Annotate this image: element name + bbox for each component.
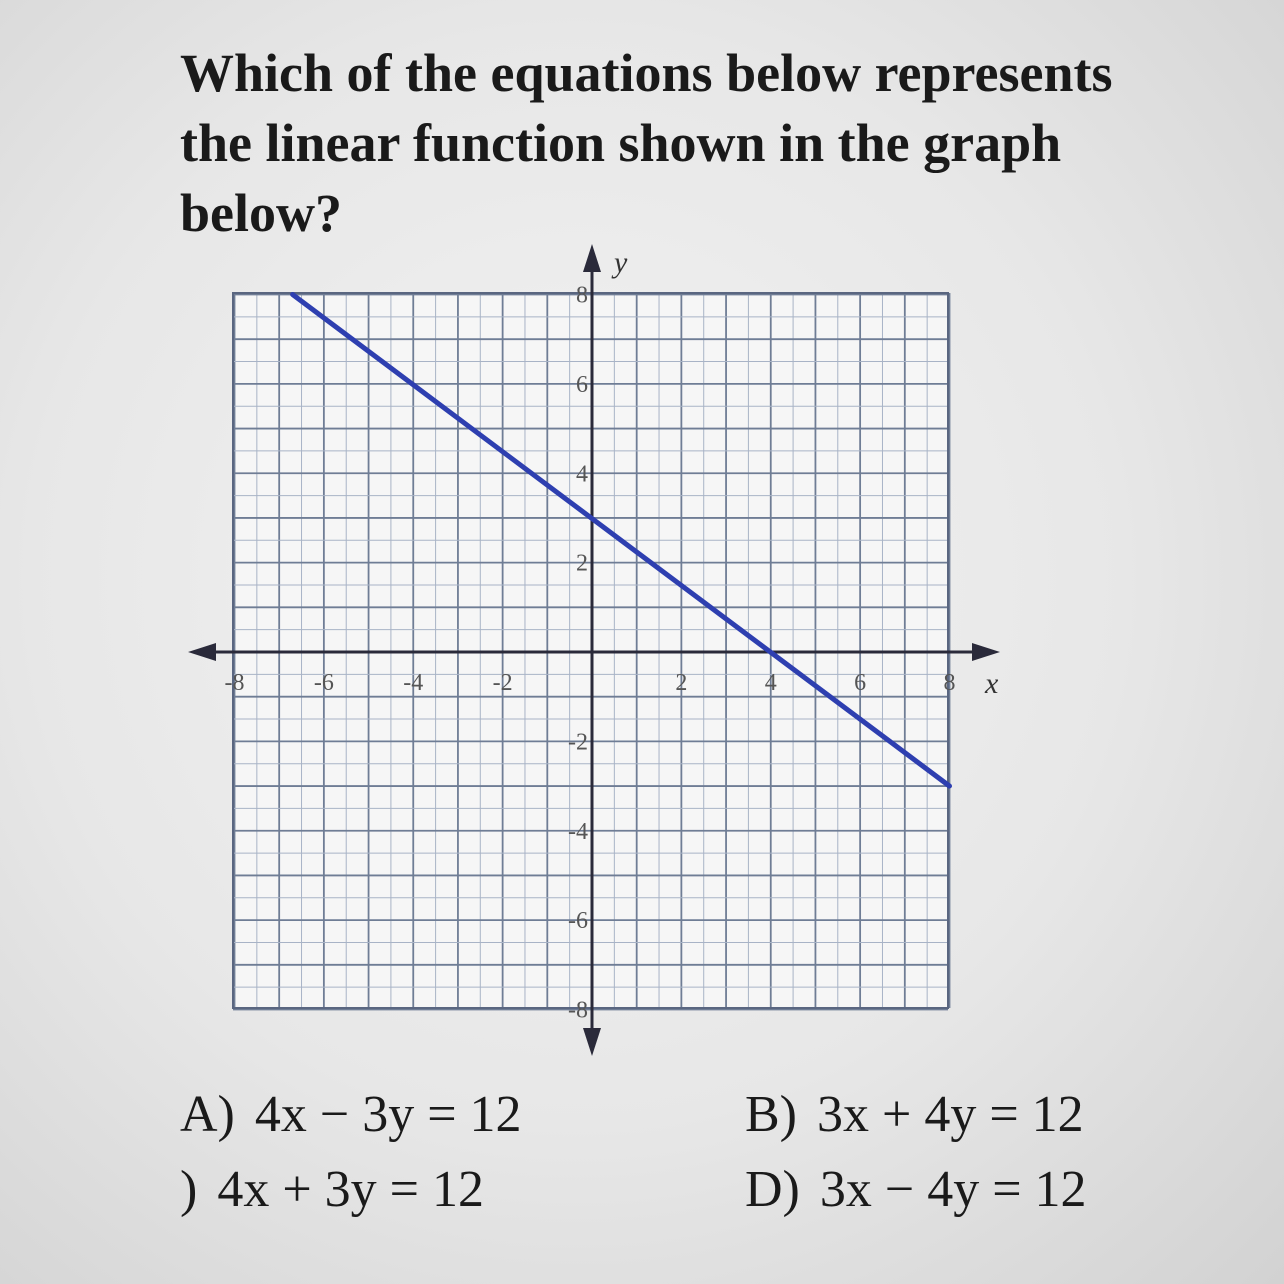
question-line-1: Which of the equations below represents <box>180 43 1113 103</box>
x-tick-label: 6 <box>854 670 867 696</box>
choice-a[interactable] <box>180 1085 522 1144</box>
y-tick-label: -4 <box>568 818 588 845</box>
choice-b[interactable] <box>745 1085 1084 1144</box>
choice-d-letter: D) <box>745 1161 800 1218</box>
choice-a-equation: 4x − 3y = 12 <box>254 1086 522 1143</box>
y-tick-label: 4 <box>576 461 588 488</box>
y-tick-label: 8 <box>576 282 588 309</box>
choice-c[interactable] <box>180 1160 484 1219</box>
choice-c-letter: ) <box>180 1161 198 1218</box>
y-axis-bottom-arrow <box>583 1028 601 1056</box>
x-tick-label: 2 <box>675 670 688 696</box>
choice-a-letter: A) <box>180 1086 235 1143</box>
x-tick-label: 8 <box>943 670 956 696</box>
y-tick-label: -8 <box>568 997 588 1024</box>
y-tick-label: -2 <box>568 729 588 756</box>
x-tick-label: -6 <box>313 670 334 696</box>
x-tick-label: -2 <box>492 670 513 696</box>
x-tick-label: -4 <box>403 670 424 696</box>
y-axis-top-arrow <box>583 244 601 272</box>
y-axis-label: y <box>614 246 628 279</box>
y-tick-label: 2 <box>576 550 588 577</box>
x-axis-label: x <box>985 667 999 700</box>
choice-d-equation: 3x − 4y = 12 <box>819 1161 1087 1218</box>
x-axis-right-arrow <box>972 643 1000 661</box>
x-tick-label: 4 <box>764 670 777 696</box>
x-axis-left-arrow <box>188 643 216 661</box>
x-tick-label: -8 <box>224 670 245 696</box>
choice-c-equation: 4x + 3y = 12 <box>217 1161 484 1218</box>
choice-d[interactable] <box>745 1160 1087 1219</box>
question-line-2: the linear function shown in the graph <box>180 113 1062 173</box>
y-tick-label: -6 <box>568 908 588 935</box>
y-tick-label: 6 <box>576 371 588 398</box>
choice-b-letter: B) <box>745 1086 797 1143</box>
choice-b-equation: 3x + 4y = 12 <box>817 1086 1084 1143</box>
question-line-3: below? <box>180 183 342 243</box>
